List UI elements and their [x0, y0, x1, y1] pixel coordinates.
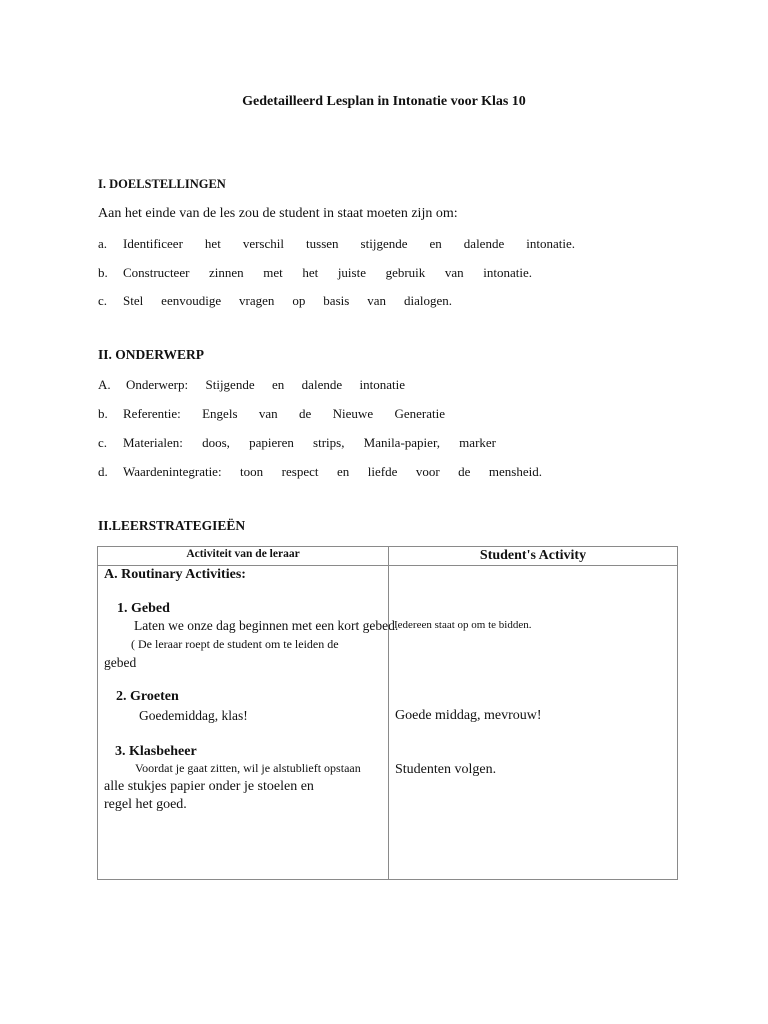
- greetings-line: Goedemiddag, klas!: [139, 708, 248, 723]
- list-text: Waardenintegratie: toon respect en liefde voor de mensheid.: [123, 464, 542, 479]
- list-text: Identificeer het verschil tussen stijgende en dalende intonatie.: [123, 236, 575, 251]
- list-marker: b.: [98, 406, 108, 421]
- student-management-response: Studenten volgen.: [395, 762, 497, 777]
- list-marker: A.: [98, 377, 111, 392]
- prayer-title: 1. Gebed: [117, 601, 170, 616]
- subject-item: [98, 377, 405, 393]
- classroom-management-line: regel het goed.: [104, 797, 187, 812]
- subject-item: [98, 464, 542, 480]
- student-greetings-response: Goede middag, mevrouw!: [395, 708, 542, 723]
- document-title: Gedetailleerd Lesplan in Intonatie voor Klas 10: [242, 94, 526, 109]
- classroom-management-line: Voordat je gaat zitten, wil je alstublieft opstaan: [135, 761, 361, 775]
- list-marker: c.: [98, 293, 108, 308]
- section-heading-objectives: I. DOELSTELLINGEN: [98, 177, 226, 191]
- subject-item: [98, 435, 496, 451]
- list-marker: b.: [98, 265, 108, 280]
- table-divider: [98, 565, 677, 566]
- routinary-activities-title: A. Routinary Activities:: [104, 567, 246, 582]
- subject-item: [98, 406, 445, 422]
- list-marker: d.: [98, 464, 108, 479]
- list-text: Referentie: Engels van de Nieuwe Generatie: [123, 406, 445, 421]
- table-header-teacher: Activiteit van de leraar: [186, 548, 300, 560]
- objective-item: [98, 293, 452, 309]
- list-text: Constructeer zinnen met het juiste gebruik van intonatie.: [123, 265, 532, 280]
- table-header-student: Student's Activity: [479, 548, 587, 563]
- prayer-note: ( De leraar roept de student om te leiden de: [131, 637, 339, 651]
- list-text: Materialen: doos, papieren strips, Manila-papier, marker: [123, 435, 496, 450]
- activities-table: [97, 546, 678, 880]
- objective-item: [98, 265, 532, 281]
- objectives-intro: Aan het einde van de les zou de student in staat moeten zijn om:: [98, 206, 458, 221]
- list-text: Onderwerp: Stijgende en dalende intonatie: [126, 377, 405, 392]
- list-text: Stel eenvoudige vragen op basis van dialogen.: [123, 293, 452, 308]
- table-divider: [388, 547, 389, 879]
- list-marker: c.: [98, 435, 108, 450]
- prayer-line: Laten we onze dag beginnen met een kort gebed.: [134, 618, 399, 633]
- section-heading-strategies: II.LEERSTRATEGIEËN: [98, 518, 246, 533]
- classroom-management-title: 3. Klasbeheer: [115, 744, 197, 759]
- objective-item: [98, 236, 575, 252]
- prayer-note-cont: gebed: [104, 655, 137, 670]
- list-marker: a.: [98, 236, 108, 251]
- greetings-title: 2. Groeten: [116, 689, 179, 704]
- classroom-management-line: alle stukjes papier onder je stoelen en: [104, 779, 314, 794]
- student-prayer-response: Iedereen staat op om te bidden.: [394, 619, 532, 631]
- section-heading-subject: II. ONDERWERP: [98, 347, 205, 362]
